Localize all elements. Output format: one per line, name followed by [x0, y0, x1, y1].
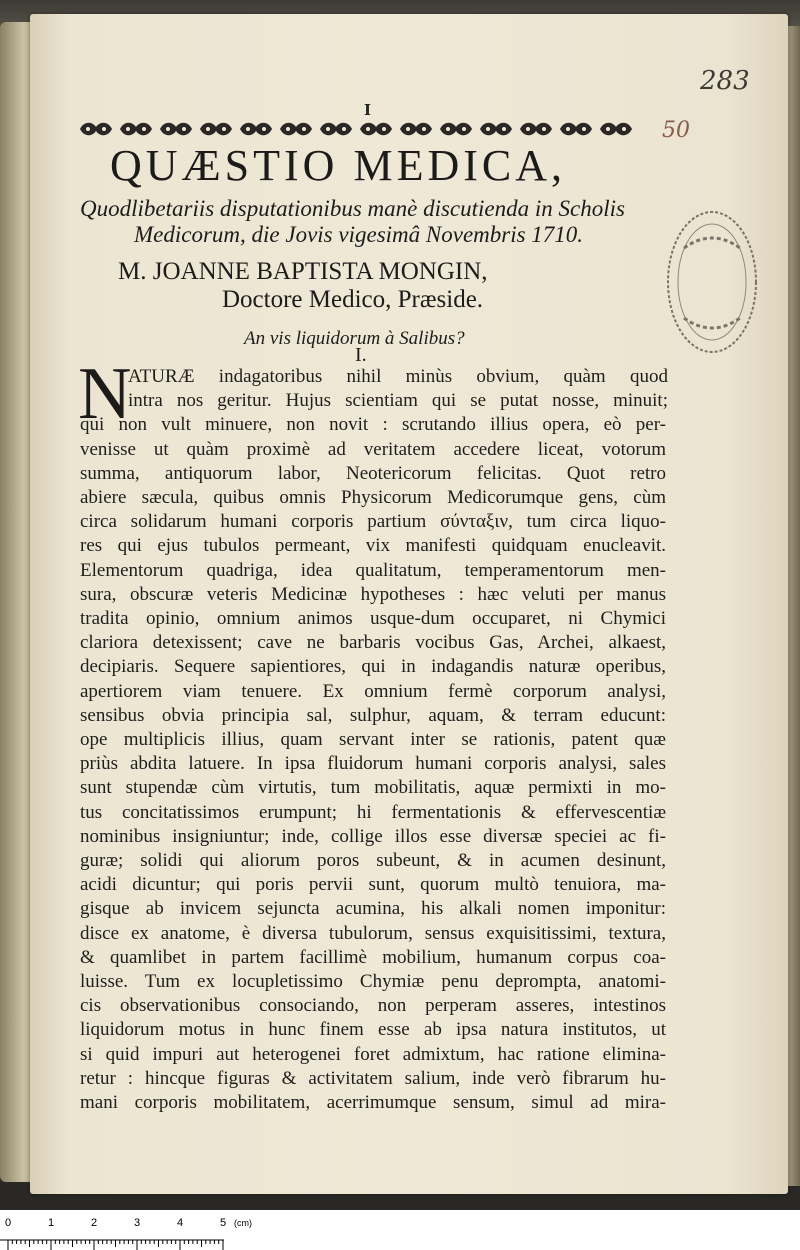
body-line: qui non vult minuere, non novit : scrutando illius opera, eò per-: [80, 414, 666, 436]
body-line: luisse. Tum ex locupletissimo Chymiæ penu deprompta, anatomi-: [80, 971, 666, 992]
body-line: venisse ut quàm proximè ad veritatem accedere liceat, votorum: [80, 438, 666, 460]
body-line: guræ; solidi qui aliorum poros subeunt, & in acumen desinunt,: [80, 850, 666, 871]
body-line: abiere sæcula, quibus omnis Physicorum Medicorumque gens, cùm: [80, 487, 666, 508]
body-line: priùs abdita latuere. In ipsa fluidorum humani corporis analysi, sales: [80, 753, 666, 775]
body-line: mani corporis mobilitatem, acerrimumque sensum, simul ad mira-: [80, 1092, 666, 1113]
body-line: tradita opinio, omnium animos usque-dum occuparet, ni Chymici: [80, 608, 666, 629]
ruler-label: 5: [220, 1217, 227, 1229]
ruler-label: 1: [48, 1217, 55, 1229]
body-line: summa, antiquorum labor, Neotericorum felicitas. Quot retro: [80, 462, 666, 484]
body-line: acidi dicuntur; qui poris pervii sunt, quorum multò tenuiora, ma-: [80, 874, 666, 896]
signature-mark: I: [364, 101, 372, 119]
body-line: apertiorem viam tenuere. Ex omnium fermè corporum analysi,: [80, 680, 666, 702]
library-stamp: [664, 208, 760, 356]
president-role: Doctore Medico, Præside.: [222, 286, 484, 313]
subtitle-line-2: Medicorum, die Jovis vigesimâ Novembris 1710.: [134, 222, 584, 247]
ornament-band: [78, 118, 650, 140]
secondary-folio-number: 50: [662, 118, 690, 143]
ruler-label: 2: [91, 1217, 98, 1229]
body-line: ATURÆ indagatoribus nihil minùs obvium, quàm quod: [128, 366, 668, 387]
body-line: si quid impuri aut heterogenei foret admixtum, hac ratione elimina-: [80, 1043, 666, 1065]
section-number: I.: [355, 344, 367, 366]
body-line: tus concitatissimos erumpunt; hi fermentationis & effervescentiæ: [80, 801, 666, 823]
body-line: disce ex anatome, è diversa tubulorum, sensus exquisitissimi, textura,: [80, 922, 666, 944]
body-line: sunt stupendæ cùm virtutis, tum mobilitatis, aquæ permixti in mo-: [80, 777, 666, 799]
ruler-label: 4: [177, 1217, 184, 1229]
body-line: intra nos geritur. Hujus scientiam qui se putat nosse, minuit;: [128, 390, 668, 412]
body-line: circa solidarum humani corporis partium σύνταξιν, tum circa liquo-: [80, 511, 666, 533]
ruler-unit: (cm): [234, 1218, 252, 1228]
body-line: clariora detexissent; cave ne barbaris vocibus Gas, Archei, alkaest,: [80, 632, 666, 654]
ruler-label: 3: [134, 1217, 141, 1229]
body-line: nominibus insigniuntur; inde, collige illos esse diversæ speciei ac fi-: [80, 825, 666, 847]
body-line: ope multiplicis illius, quam servant inter se rationis, patent quæ: [80, 729, 666, 750]
body-line: liquidorum motus in hunc finem esse ab ipsa natura institutos, ut: [80, 1019, 666, 1041]
drop-capital: N: [78, 353, 132, 435]
folio-number: 283: [700, 66, 750, 96]
subtitle-line-1: Quodlibetariis disputationibus manè discutienda in Scholis: [80, 196, 625, 221]
body-line: decipiaris. Sequere sapientiores, qui in indagandis naturæ operibus,: [80, 656, 666, 678]
body-line: gisque ab invicem sejuncta acumina, his alkali nomen imponitur:: [80, 898, 666, 920]
disputation-question: An vis liquidorum à Salibus?: [244, 328, 465, 349]
body-line: retur : hincque figuras & activitatem salium, inde verò fibrarum hu-: [80, 1067, 666, 1089]
page-title: QUÆSTIO MEDICA,: [110, 141, 566, 190]
body-line: & quamlibet in partem facillimè mobilium, humanum corpus coa-: [80, 946, 666, 968]
body-line: sensibus obvia principia sal, sulphur, aquam, & terram educunt:: [80, 704, 666, 726]
body-line: sura, obscuræ veteris Medicinæ hypotheses : hæc veluti per manus: [80, 583, 666, 605]
ruler-label: 0: [5, 1217, 12, 1229]
body-line: cis observationibus consociando, non perperam asseres, intestinos: [80, 995, 666, 1017]
body-line: Elementorum quadriga, idea qualitatum, temperamentorum men-: [80, 559, 666, 581]
scale-ruler: [0, 1212, 252, 1250]
body-line: res qui ejus tubulos permeant, vix manifesti quidquam enucleavit.: [80, 535, 666, 557]
president-name: M. JOANNE BAPTISTA MONGIN,: [118, 258, 488, 285]
